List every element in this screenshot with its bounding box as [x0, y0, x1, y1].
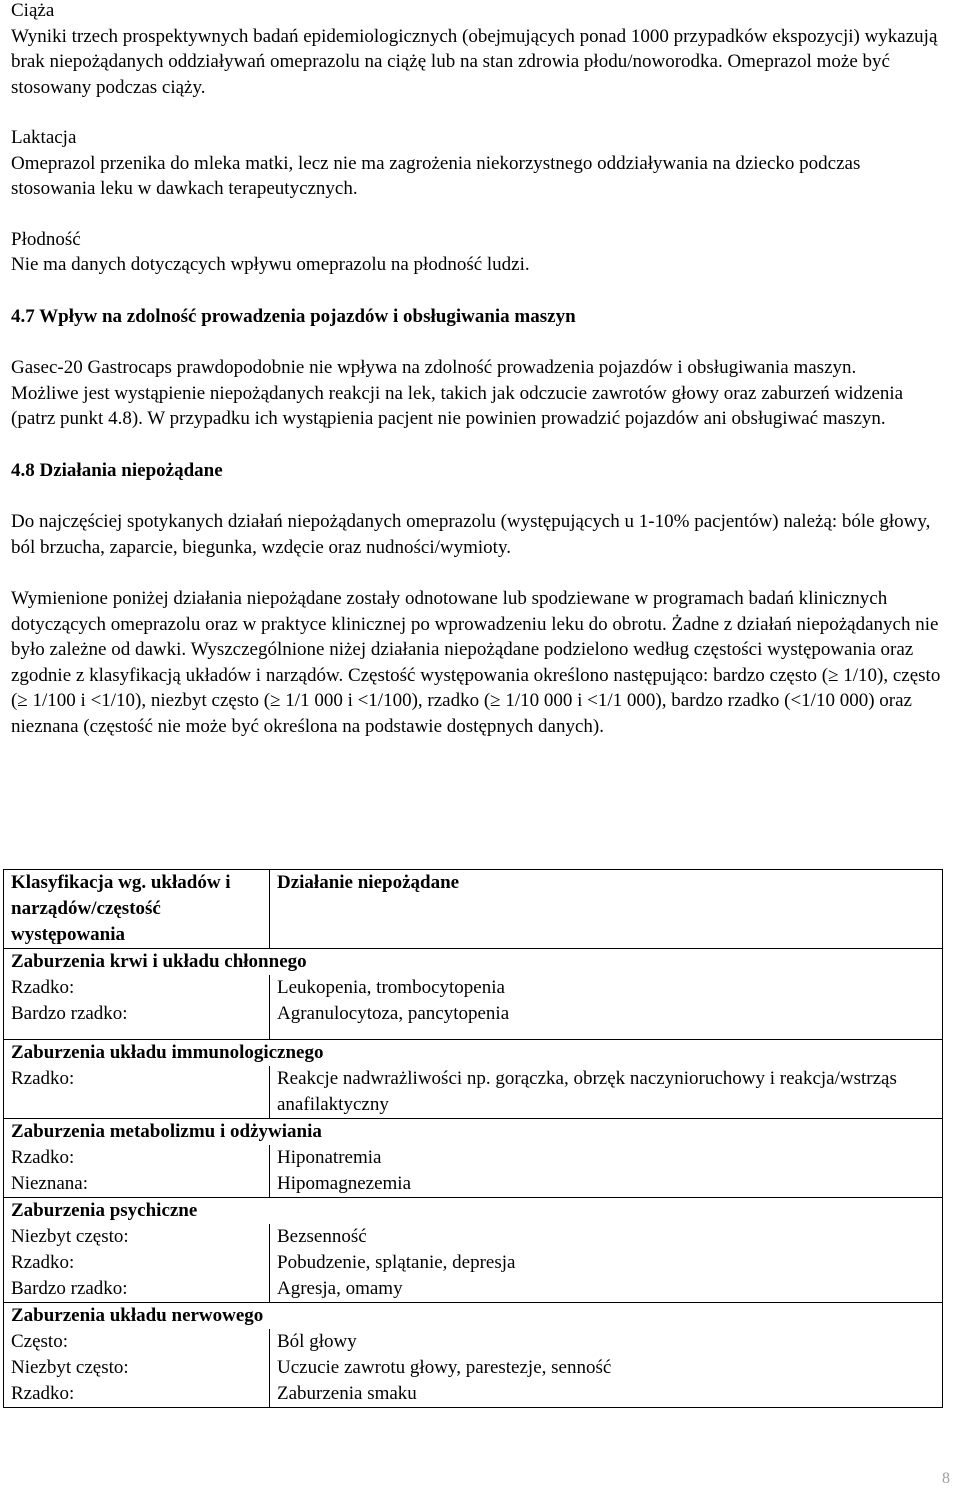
section-heading-laktacja: Laktacja [11, 127, 77, 148]
table-row [4, 1224, 943, 1250]
table-row [4, 1381, 943, 1408]
table-row [4, 1001, 943, 1040]
paragraph-ciaza: Wyniki trzech prospektywnych badań epidemiologicznych (obejmujących ponad 1000 przypadków ekspozycji) wykazują brak niepożądanych oddziaływań omeprazolu na ciążę lub na stan zdrowia płodu/noworodka. Omeprazol może być stosowany podczas ciąży. [11, 25, 938, 98]
frequency-cell: Rzadko: [4, 975, 270, 1001]
table-group-row [4, 1198, 943, 1225]
table-row [4, 1276, 943, 1303]
page-number: 8 [942, 1470, 950, 1487]
frequency-cell: Nieznana: [4, 1171, 270, 1198]
column-header-effect: Działanie niepożądane [270, 870, 943, 949]
section-heading-4-7: 4.7 Wpływ na zdolność prowadzenia pojazdów i obsługiwania maszyn [11, 305, 576, 327]
table-row [4, 1250, 943, 1276]
table-group-row [4, 1040, 943, 1067]
paragraph-4-8-frequency: Wymienione poniżej działania niepożądane zostały odnotowane lub spodziewane w programach badań klinicznych dotyczących omeprazolu oraz w praktyce klinicznej po wprowadzeniu leku do obrotu. Żadne z działań niepożądanych nie było zależne od dawki. Wyszczególnione niżej działania niepożądane podzielono według częstości występowania oraz zgodnie z klasyfikacją układów i narządów. Częstość występowania określono następująco: bardzo często (≥ 1/10), często (≥ 1/100 i <1/10), niezbyt często (≥ 1/1 000 i <1/100), rzadko (≥ 1/10 000 i <1/1 000), bardzo rzadko (<1/10 000) oraz nieznana (częstość nie może być określona na podstawie dostępnych danych). [11, 588, 941, 737]
effect-cell: Agresja, omamy [270, 1276, 943, 1303]
table-row [4, 975, 943, 1001]
organ-class-title: Zaburzenia psychiczne [4, 1198, 943, 1225]
organ-class-title: Zaburzenia układu nerwowego [4, 1303, 943, 1330]
frequency-cell: Rzadko: [4, 1250, 270, 1276]
paragraph-4-7-driving: Gasec-20 Gastrocaps prawdopodobnie nie wpływa na zdolność prowadzenia pojazdów i obsługiwania maszyn. [11, 357, 857, 378]
effect-cell: Zaburzenia smaku [270, 1381, 943, 1408]
effect-cell: Uczucie zawrotu głowy, parestezje, senność [270, 1355, 943, 1381]
effect-cell: Hipomagnezemia [270, 1171, 943, 1198]
frequency-cell: Niezbyt często: [4, 1224, 270, 1250]
paragraph-plodnosc: Nie ma danych dotyczących wpływu omeprazolu na płodność ludzi. [11, 254, 530, 275]
effect-cell: Hiponatremia [270, 1145, 943, 1171]
table-group-row [4, 1303, 943, 1330]
table-row [4, 1171, 943, 1198]
column-header-classification: Klasyfikacja wg. układów i narządów/częstość występowania [4, 870, 270, 949]
table-row [4, 1329, 943, 1355]
frequency-cell: Rzadko: [4, 1145, 270, 1171]
frequency-cell: Niezbyt często: [4, 1355, 270, 1381]
effect-cell: Reakcje nadwrażliwości np. gorączka, obrzęk naczynioruchowy i reakcja/wstrząs anafilaktyczny [270, 1066, 943, 1119]
effect-cell: Bezsenność [270, 1224, 943, 1250]
effect-cell: Pobudzenie, splątanie, depresja [270, 1250, 943, 1276]
table-group-row [4, 1119, 943, 1146]
effect-cell: Agranulocytoza, pancytopenia [270, 1001, 943, 1040]
organ-class-title: Zaburzenia metabolizmu i odżywiania [4, 1119, 943, 1146]
organ-class-title: Zaburzenia układu immunologicznego [4, 1040, 943, 1067]
paragraph-4-7-adverse: Możliwe jest wystąpienie niepożądanych reakcji na lek, takich jak odczucie zawrotów głowy oraz zaburzeń widzenia (patrz punkt 4.8). W przypadku ich wystąpienia pacjent nie powinien prowadzić pojazdów ani obsługiwać maszyn. [11, 382, 904, 429]
frequency-cell: Rzadko: [4, 1066, 270, 1119]
table-row [4, 1066, 943, 1119]
frequency-cell: Często: [4, 1329, 270, 1355]
section-heading-ciaza: Ciąża [11, 0, 55, 21]
section-heading-plodnosc: Płodność [11, 228, 81, 250]
frequency-cell: Bardzo rzadko: [4, 1001, 270, 1040]
paragraph-laktacja: Omeprazol przenika do mleka matki, lecz nie ma zagrożenia niekorzystnego oddziaływania na dziecko podczas stosowania leku w dawkach terapeutycznych. [11, 152, 861, 199]
table-header-row [4, 870, 943, 949]
table-row [4, 1355, 943, 1381]
frequency-cell: Bardzo rzadko: [4, 1276, 270, 1303]
paragraph-4-8-common: Do najczęściej spotykanych działań niepożądanych omeprazolu (występujących u 1-10% pacjentów) należą: bóle głowy, ból brzucha, zaparcie, biegunka, wzdęcie oraz nudności/wymioty. [11, 511, 931, 558]
organ-class-title: Zaburzenia krwi i układu chłonnego [4, 949, 943, 976]
table-group-row [4, 949, 943, 976]
effect-cell: Ból głowy [270, 1329, 943, 1355]
table-row [4, 1145, 943, 1171]
document-page [11, 0, 946, 739]
effect-cell: Leukopenia, trombocytopenia [270, 975, 943, 1001]
adverse-effects-table [3, 869, 943, 1408]
frequency-cell: Rzadko: [4, 1381, 270, 1408]
adverse-effects-table-body [4, 870, 943, 1408]
section-heading-4-8: 4.8 Działania niepożądane [11, 459, 223, 481]
